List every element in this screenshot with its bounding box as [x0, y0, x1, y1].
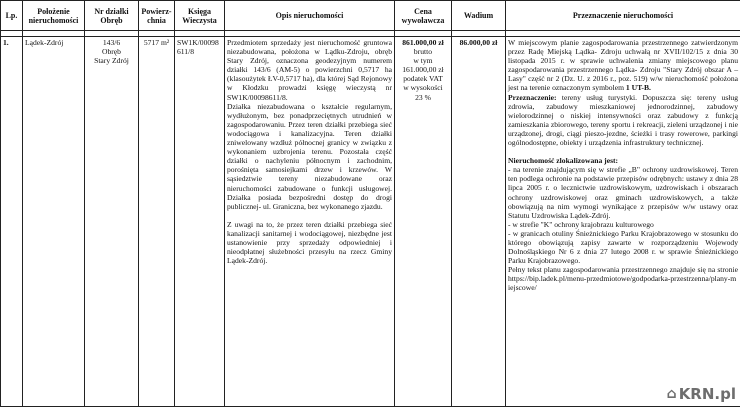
description-p1: Przedmiotem sprzedaży jest nieruchomość gruntowa niezabudowana, położona w Lądku-Zdroju, obręb Stary Zdrój, oznaczona geodezyjnym numerem działki 143/6 (AM-5) o powierzchni 0,5717 ha (klasoużytek ŁV-0,5717 ha), dla której Sąd Rejonowy w Kłodzku prowadzi księgę wieczystą nr SW1K/00098611/8. — [227, 38, 392, 102]
purpose-p1-text: W miejscowym planie zagospodarowania przestrzennego zatwierdzonym przez Radę Miejską Lądka- Zdroju uchwałą nr XVII/102/15 z dnia 30 listopada 2015 r. w sprawie uchwalenia zmiany miejscowego planu zagospodarowania przestrzennego Lądka- Zdroju "Stary Zdrój obszar A – Lasy" część nr 2 (Dz. U. z 2016 r., poz. 519) w/w nieruchomość położona jest na terenie oznaczonym symbolem — [508, 38, 738, 92]
purpose-p2-text: tereny usług turystyki. Dopuszcza się: tereny usług zdrowia, zabudowy mieszkaniowej jednorodzinnej, zabudowy wielorodzinnej o niskiej intensywności oraz zabudowy z funkcją zamieszkania zbiorowego, tereny sportu i rekreacji, zieleni urządzonej i nie urządzonej, drogi, ciągi pieszo-jezdne, ścieżki i trasy rowerowe, parkingi ogólnodostępne, obiekty i urządzenia infrastruktury technicznej. — [508, 93, 738, 147]
price-gross-label: brutto — [397, 47, 449, 56]
header-deposit: Wadium — [452, 1, 506, 31]
price-rate-label: w wysokości — [397, 83, 449, 92]
price-vat-label: podatek VAT — [397, 74, 449, 83]
description-p2: Działka niezabudowana o kształcie regularnym, wydłużonym, bez ponadprzeciętnych utrudnień w zagospodarowaniu. Przez teren działki przebiega sieć wodociągowa i kanalizacyjna. Teren działki zniwelowany wzdłuż północnej granicy w związku z wykonaniem uzbrojenia terenu. Pozostała część działki o nachyleniu północnym i zachodnim, porośnięta samosiejkami drzew i krzewów. W sąsiedztwie tereny niezabudowane oraz nieruchomości zabudowane o funkcji usługowej. Działka posiada bezpośredni dostęp do drogi publicznej- ul. Graniczna, bez wykonanego zjazdu. — [227, 102, 392, 211]
header-price: Cena wywoławcza — [395, 1, 452, 31]
house-icon: ⌂ — [667, 386, 677, 402]
purpose-p2 — [508, 93, 738, 148]
header-location: Położenie nieruchomości — [23, 1, 85, 31]
cell-lp: 1. — [1, 37, 23, 407]
purpose-symbol: 1 UT-B. — [626, 83, 651, 92]
watermark-text: KRN.pl — [679, 385, 736, 403]
price-incl-label: w tym — [397, 56, 449, 65]
plot-number: 143/6 — [87, 38, 136, 47]
purpose-p1 — [508, 38, 738, 93]
price-rate: 23 % — [397, 93, 449, 102]
plot-precinct-label: Obręb — [87, 47, 136, 56]
cell-purpose — [506, 37, 740, 407]
header-land-register: Księga Wieczysta — [175, 1, 225, 31]
purpose-p3-label: Nieruchomość zlokalizowana jest: — [508, 156, 738, 165]
purpose-p4: Pełny tekst planu zagospodarowania przestrzennego znajduje się na stronie https://bip.ladek.pl/menu-przedmiotowe/godpodarka-przestrzenna/plany-miejscowe/ — [508, 265, 738, 292]
header-description: Opis nieruchomości — [225, 1, 395, 31]
plot-precinct: Stary Zdrój — [87, 56, 136, 65]
purpose-item: - na terenie znajdującym się w strefie „B" ochrony uzdrowiskowej. Teren ten podlega ochronie na podstawie przepisów odrębnych: ustawy z dnia 28 lipca 2005 r. o lecznictwie uzdrowiskowym, uzdrowiskach i obszarach ochrony uzdrowiskowej oraz gminach uzdrowiskowych, a także obowiązują na nim wymogi wynikające z przepisów w/w ustawy oraz Statutu Uzdrowiska Lądek-Zdrój. — [508, 165, 738, 220]
header-purpose: Przeznaczenie nieruchomości — [506, 1, 740, 31]
price-gross: 861.000,00 zł — [397, 38, 449, 47]
cell-plot — [85, 37, 139, 407]
price-vat-amount: 161.000,00 zł — [397, 65, 449, 74]
cell-location: Lądek-Zdrój — [23, 37, 85, 407]
header-area: Powierz-chnia — [139, 1, 175, 31]
watermark — [667, 385, 736, 403]
purpose-p2-label: Przeznaczenie: — [508, 93, 556, 102]
purpose-item: - w strefie "K" ochrony krajobrazu kulturowego — [508, 220, 738, 229]
cell-price — [395, 37, 452, 407]
description-p3: Z uwagi na to, że przez teren działki przebiega sieć kanalizacji sanitarnej i wodociągowej, niezbędne jest ustanowienie przy sprzedaży odpowiedniej i nieodpłatnej służebności przesyłu na rzecz Gminy Lądek-Zdrój. — [227, 220, 392, 265]
cell-deposit: 86.000,00 zł — [452, 37, 506, 407]
header-lp: Lp. — [1, 1, 23, 31]
table-header — [1, 1, 740, 31]
table-row — [1, 37, 740, 407]
cell-description — [225, 37, 395, 407]
purpose-item: - w granicach otuliny Śnieżnickiego Parku Krajobrazowego w stosunku do którego obowiązują zapisy zawarte w rozporządzeniu Wojewody Dolnośląskiego Nr 6 z dnia 27 lutego 2008 r. w sprawie Śnieżnickiego Parku Krajobrazowego. — [508, 229, 738, 265]
cell-area: 5717 m² — [139, 37, 175, 407]
cell-land-register: SW1K/00098611/8 — [175, 37, 225, 407]
header-plot-number: Nr działki Obręb — [85, 1, 139, 31]
